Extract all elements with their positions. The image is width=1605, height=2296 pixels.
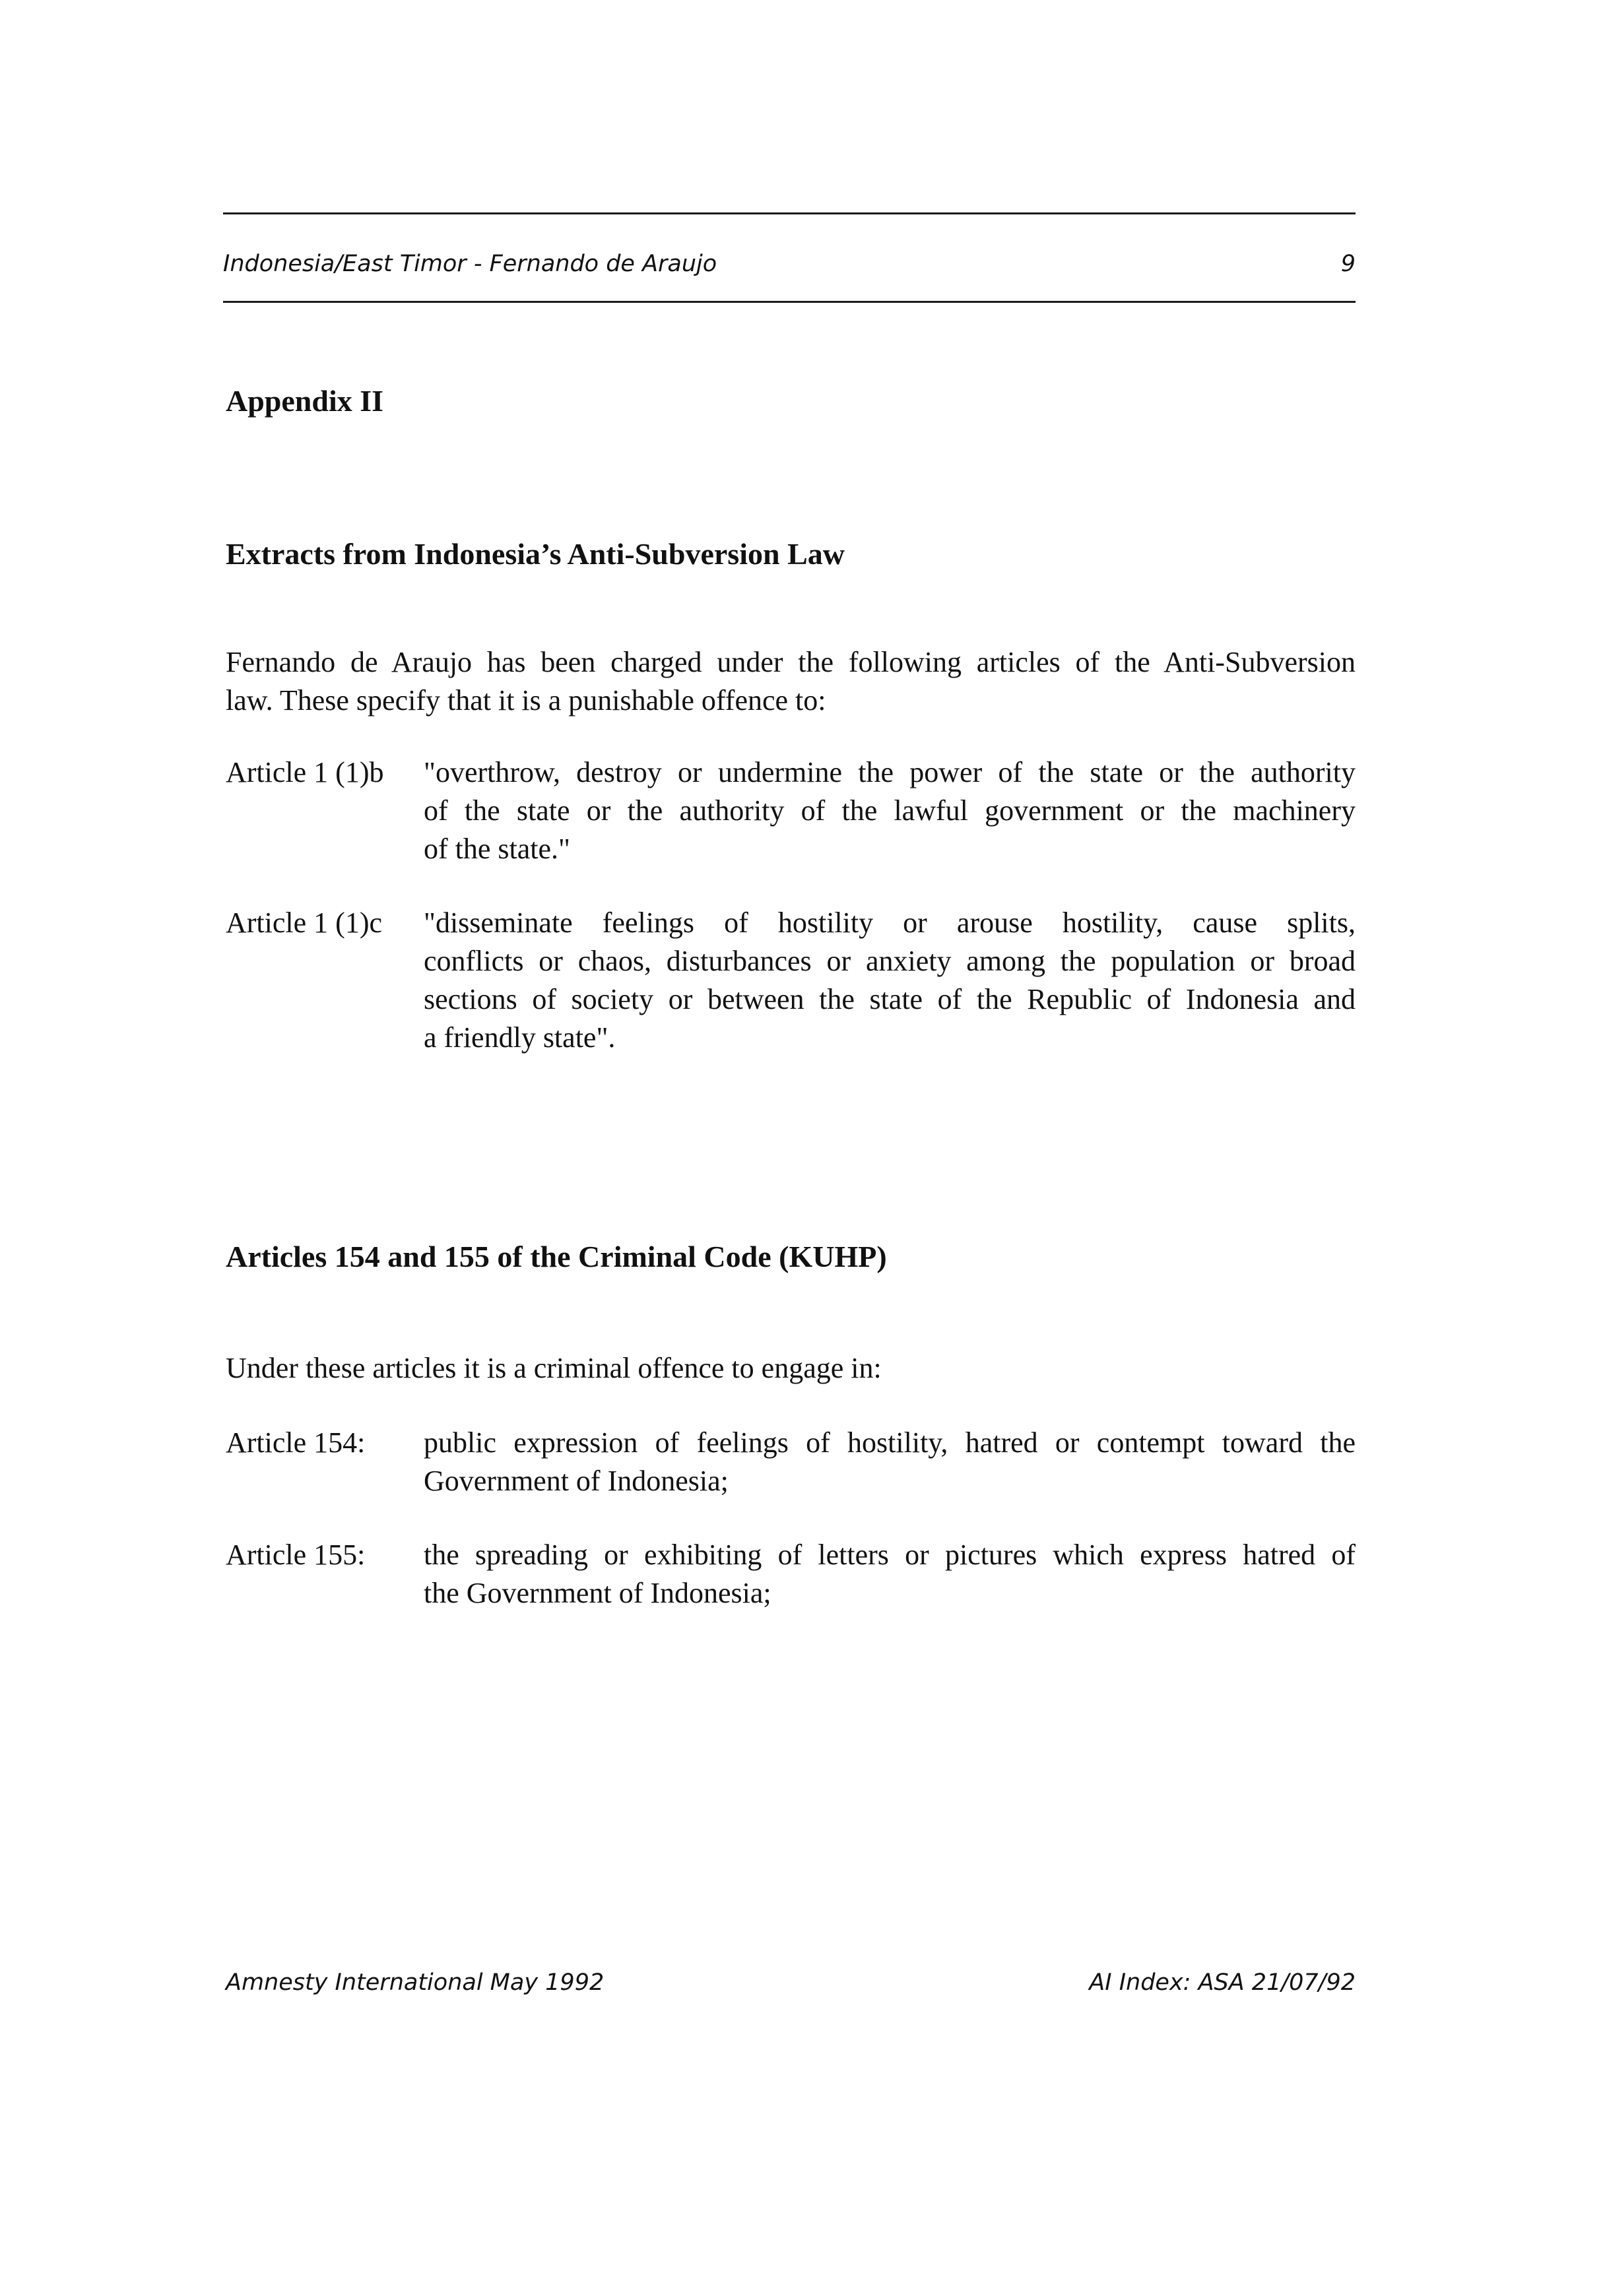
article-line: of the state." <box>424 833 570 865</box>
article-line: conflicts or chaos, disturbances or anxiety among the population or broad <box>424 945 1356 977</box>
running-header <box>223 249 1356 278</box>
running-title: Indonesia/East Timor - Fernando de Araujo <box>223 251 717 277</box>
header-top-rule <box>223 212 1356 214</box>
article-label: Article 154: <box>226 1426 366 1459</box>
article-line: of the state or the authority of the lawful government or the machinery <box>424 794 1356 827</box>
article-line: public expression of feelings of hostility, hatred or contempt toward the <box>424 1426 1356 1459</box>
article-text <box>424 753 1356 868</box>
article-line: "disseminate feelings of hostility or arouse hostility, cause splits, <box>424 907 1356 939</box>
section-intro-anti-subversion <box>226 643 1356 720</box>
footer-publisher: Amnesty International May 1992 <box>226 1969 605 1996</box>
header-bottom-rule <box>223 301 1356 303</box>
article-text <box>424 1536 1356 1612</box>
section-heading-anti-subversion: Extracts from Indonesia’s Anti-Subversion Law <box>226 537 845 571</box>
article-line: sections of society or between the state of the Republic of Indonesia and <box>424 983 1356 1015</box>
article-label: Article 155: <box>226 1539 366 1571</box>
intro-line: Under these articles it is a criminal offence to engage in: <box>226 1352 882 1384</box>
section-intro-criminal-code <box>226 1349 1356 1387</box>
page-number: 9 <box>1340 251 1356 277</box>
article-text <box>424 1424 1356 1500</box>
article-line: the spreading or exhibiting of letters or pictures which express hatred of <box>424 1539 1356 1571</box>
article-label: Article 1 (1)b <box>226 756 384 788</box>
article-label: Article 1 (1)c <box>226 907 382 939</box>
article-line: Government of Indonesia; <box>424 1465 729 1497</box>
article-text <box>424 904 1356 1057</box>
appendix-title: Appendix II <box>226 384 384 418</box>
article-line: "overthrow, destroy or undermine the power of the state or the authority <box>424 756 1356 788</box>
article-line: the Government of Indonesia; <box>424 1577 771 1609</box>
intro-line: law. These specify that it is a punishable offence to: <box>226 684 826 717</box>
footer-ai-index: AI Index: ASA 21/07/92 <box>1089 1969 1356 1996</box>
article-line: a friendly state". <box>424 1021 616 1054</box>
page-footer <box>226 1968 1356 1997</box>
section-heading-criminal-code: Articles 154 and 155 of the Criminal Code (KUHP) <box>226 1240 887 1273</box>
intro-line: Fernando de Araujo has been charged under the following articles of the Anti-Subversion <box>226 646 1356 678</box>
